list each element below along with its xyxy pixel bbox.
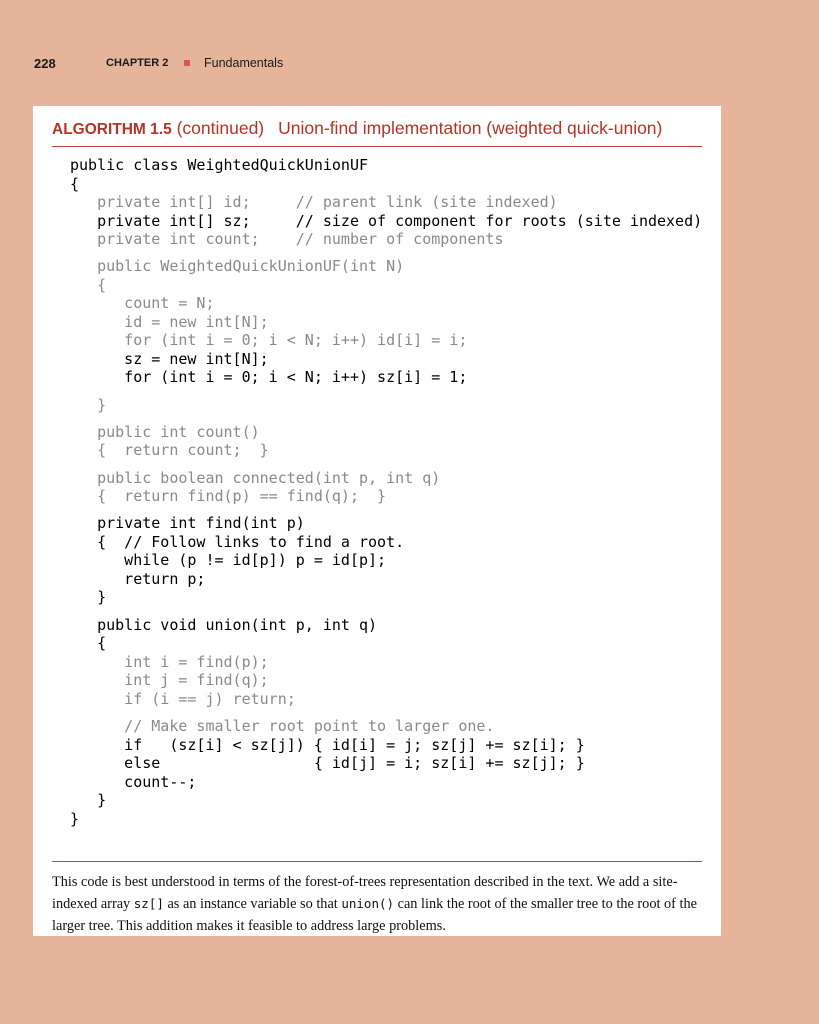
heading-rule [52,146,702,147]
code-line: } [70,809,80,828]
code-line: } [70,588,107,607]
code-line: count--; [70,772,197,791]
code-line: { [70,634,107,653]
code-line: sz = new int[N]; [70,349,269,368]
code-line: public void union(int p, int q) [70,615,378,634]
code-line: public int count() [70,422,260,441]
code-line: id = new int[N]; [70,312,269,331]
code-line: } [70,395,107,414]
code-line: while (p != id[p]) p = id[p]; [70,551,387,570]
code-spacer [70,607,702,616]
algorithm-panel [33,106,721,936]
code-line: for (int i = 0; i < N; i++) sz[i] = 1; [70,368,468,387]
bullet-square-icon [184,60,190,66]
caption-rule [52,861,702,862]
code-spacer [70,506,702,515]
algorithm-heading [52,118,662,139]
code-line: // Make smaller root point to larger one. [70,717,495,736]
caption-code-union: union() [341,896,395,911]
code-line: { // Follow links to find a root. [70,532,405,551]
code-line: public class WeightedQuickUnionUF [70,156,369,174]
code-line: int i = find(p); [70,652,269,671]
code-line: private int[] id; // parent link (site indexed) [70,193,558,211]
running-head [34,56,284,71]
code-line: return p; [70,569,206,588]
section-label: Fundamentals [204,56,284,70]
caption-part-1: This code is best understood in terms of the forest-of-trees representation described in the text. We add a site-indexed array [52,874,678,912]
code-line: int j = find(q); [70,671,269,690]
code-line: public boolean connected(int p, int q) [70,468,441,487]
code-listing [70,156,702,828]
code-spacer [70,460,702,469]
caption-code-sz: sz[] [133,896,164,911]
algorithm-label: ALGORITHM 1.5 [52,121,172,138]
code-line: count = N; [70,294,215,313]
code-line: private int count; // number of components [70,230,504,248]
code-line: else { id[j] = i; sz[i] += sz[j]; } [70,754,585,773]
caption-text [52,871,707,937]
algorithm-continued: (continued) [176,118,265,138]
code-line: if (sz[i] < sz[j]) { id[i] = j; sz[j] += sz[i]; } [70,735,585,754]
code-line: if (i == j) return; [70,689,296,708]
page-number: 228 [34,56,56,71]
code-spacer [70,708,702,717]
code-spacer [70,249,702,258]
code-line: public WeightedQuickUnionUF(int N) [70,257,405,276]
code-line: private int[] sz; // size of component for roots (site indexed) [70,211,703,230]
code-spacer [70,414,702,423]
code-spacer [70,387,702,396]
code-line: { [70,174,80,193]
code-line: } [70,791,107,810]
code-line: { return find(p) == find(q); } [70,487,387,506]
chapter-label: CHAPTER 2 [106,57,169,69]
code-line: for (int i = 0; i < N; i++) id[i] = i; [70,331,468,350]
caption-part-3: can link the root of the smaller tree to the root of the larger tree. This addition makes it feasible to address large problems. [52,896,697,934]
code-line: private int find(int p) [70,514,305,533]
algorithm-title: Union-find implementation (weighted quick-union) [278,118,663,138]
caption-part-2: as an instance variable so that [163,896,342,912]
code-line: { return count; } [70,441,269,460]
code-line: { [70,275,107,294]
